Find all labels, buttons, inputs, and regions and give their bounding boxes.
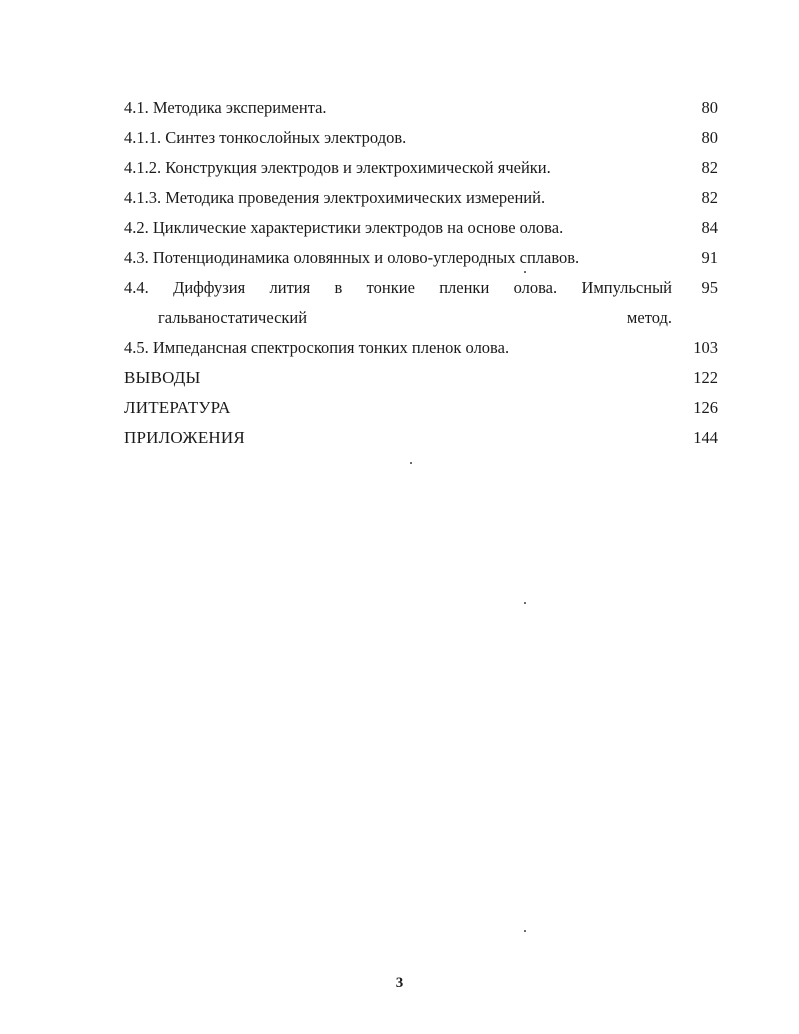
toc-entry-page: 144 [693, 428, 718, 447]
toc-entry-title: ПРИЛОЖЕНИЯ [124, 428, 245, 447]
toc-entry [124, 423, 718, 453]
toc-entry-title-line2: гальваностатический метод. [158, 308, 672, 327]
scan-speck [524, 271, 526, 273]
toc-entry [124, 123, 718, 153]
toc-entry [124, 93, 718, 123]
toc-entry-title: 4.1. Методика эксперимента. [124, 98, 327, 117]
page-number: 3 [395, 975, 404, 991]
toc-entry-title: ЛИТЕРАТУРА [124, 398, 231, 417]
toc-entry-page: 80 [701, 98, 718, 117]
toc-entry [124, 273, 718, 333]
scan-speck [524, 602, 526, 604]
toc-entry-page: 84 [701, 218, 718, 237]
toc-entry-title: 4.5. Импедансная спектроскопия тонких пленок олова. [124, 338, 510, 357]
toc-entry-title: 4.3. Потенциодинамика оловянных и олово-углеродных сплавов. [124, 248, 580, 267]
toc-entry [124, 393, 718, 423]
toc-entry [124, 243, 718, 273]
toc-entry-page: 82 [701, 188, 718, 207]
toc-entry-title: 4.1.1. Синтез тонкослойных электродов. [124, 128, 407, 147]
toc-entry-page: 82 [701, 158, 718, 177]
table-of-contents [124, 93, 718, 453]
toc-entry-title: 4.1.2. Конструкция электродов и электрохимической ячейки. [124, 158, 551, 177]
toc-entry-title-line1: 4.4. Диффузия лития в тонкие пленки олова. Импульсный [124, 278, 672, 297]
toc-entry-page: 126 [693, 398, 718, 417]
toc-entry-title: ВЫВОДЫ [124, 368, 201, 387]
toc-entry-title: 4.2. Циклические характеристики электродов на основе олова. [124, 218, 564, 237]
toc-entry-page: 122 [693, 368, 718, 387]
toc-entry [124, 183, 718, 213]
toc-entry [124, 333, 718, 363]
toc-entry [124, 213, 718, 243]
toc-entry-title: 4.1.3. Методика проведения электрохимических измерений. [124, 188, 546, 207]
scan-speck [410, 462, 412, 464]
toc-entry [124, 153, 718, 183]
toc-entry [124, 363, 718, 393]
scan-speck [524, 930, 526, 932]
toc-entry-title [124, 273, 672, 333]
toc-entry-page: 80 [701, 128, 718, 147]
toc-entry-page: 103 [693, 338, 718, 357]
toc-entry-page: 95 [701, 278, 718, 297]
toc-entry-page: 91 [701, 248, 718, 267]
